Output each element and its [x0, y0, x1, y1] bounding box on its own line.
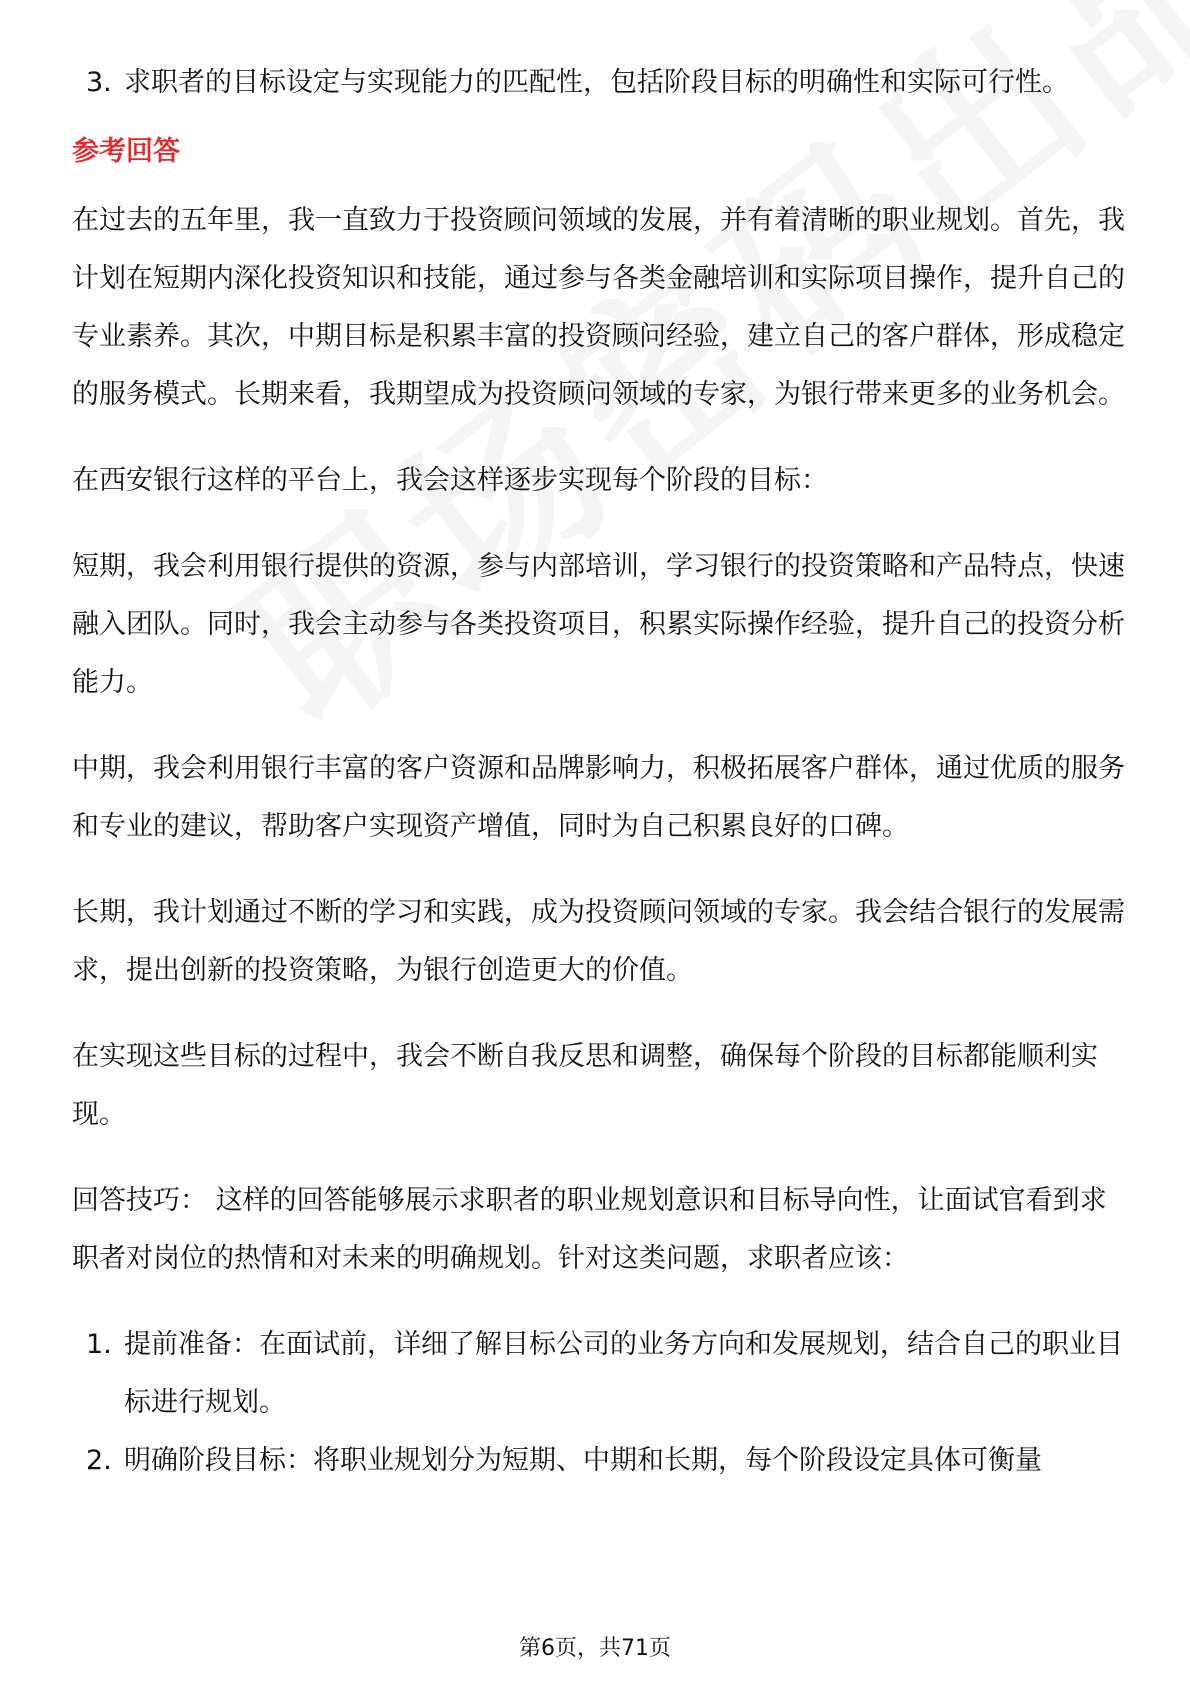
paragraph: 在西安银行这样的平台上，我会这样逐步实现每个阶段的目标： — [72, 465, 828, 496]
section-heading: 参考回答 — [72, 136, 180, 167]
list-item-text: 提前准备：在面试前，详细了解目标公司的业务方向和发展规划，结合自己的职业目标进行规划。 — [124, 1329, 1123, 1418]
paragraph: 中期，我会利用银行丰富的客户资源和品牌影响力，积极拓展客户群体，通过优质的服务和专业的建议，帮助客户实现资产增值，同时为自己积累良好的口碑。 — [72, 753, 1125, 842]
page-footer: 第6页，共71页 — [519, 1636, 671, 1661]
answer-tips-paragraph: 回答技巧： 这样的回答能够展示求职者的职业规划意识和目标导向性，让面试官看到求职者对岗位的热情和对未来的明确规划。针对这类问题，求职者应该： — [72, 1185, 1107, 1274]
list-item-number: 2. — [86, 1445, 112, 1476]
list-item-text: 明确阶段目标：将职业规划分为短期、中期和长期，每个阶段设定具体可衡量 — [124, 1445, 1042, 1476]
tips-list — [72, 1316, 1127, 1490]
page-content — [72, 54, 1127, 1490]
list-item-number: 1. — [86, 1329, 112, 1360]
tips-list-item — [72, 1432, 1127, 1490]
paragraph: 在过去的五年里，我一直致力于投资顾问领域的发展，并有着清晰的职业规划。首先，我计划在短期内深化投资知识和技能，通过参与各类金融培训和实际项目操作，提升自己的专业素养。其次，中期目标是积累丰富的投资顾问经验，建立自己的客户群体，形成稳定的服务模式。长期来看，我期望成为投资顾问领域的专家，为银行带来更多的业务机会。 — [72, 205, 1125, 410]
criteria-list-item — [72, 54, 1127, 112]
paragraph: 长期，我计划通过不断的学习和实践，成为投资顾问领域的专家。我会结合银行的发展需求，提出创新的投资策略，为银行创造更大的价值。 — [72, 897, 1125, 986]
paragraph: 短期，我会利用银行提供的资源，参与内部培训，学习银行的投资策略和产品特点，快速融入团队。同时，我会主动参与各类投资项目，积累实际操作经验，提升自己的投资分析能力。 — [72, 551, 1125, 698]
paragraph: 在实现这些目标的过程中，我会不断自我反思和调整，确保每个阶段的目标都能顺利实现。 — [72, 1041, 1098, 1130]
list-item-text: 求职者的目标设定与实现能力的匹配性，包括阶段目标的明确性和实际可行性。 — [124, 67, 1069, 98]
list-item-number: 3. — [86, 67, 112, 98]
tips-list-item — [72, 1316, 1127, 1432]
